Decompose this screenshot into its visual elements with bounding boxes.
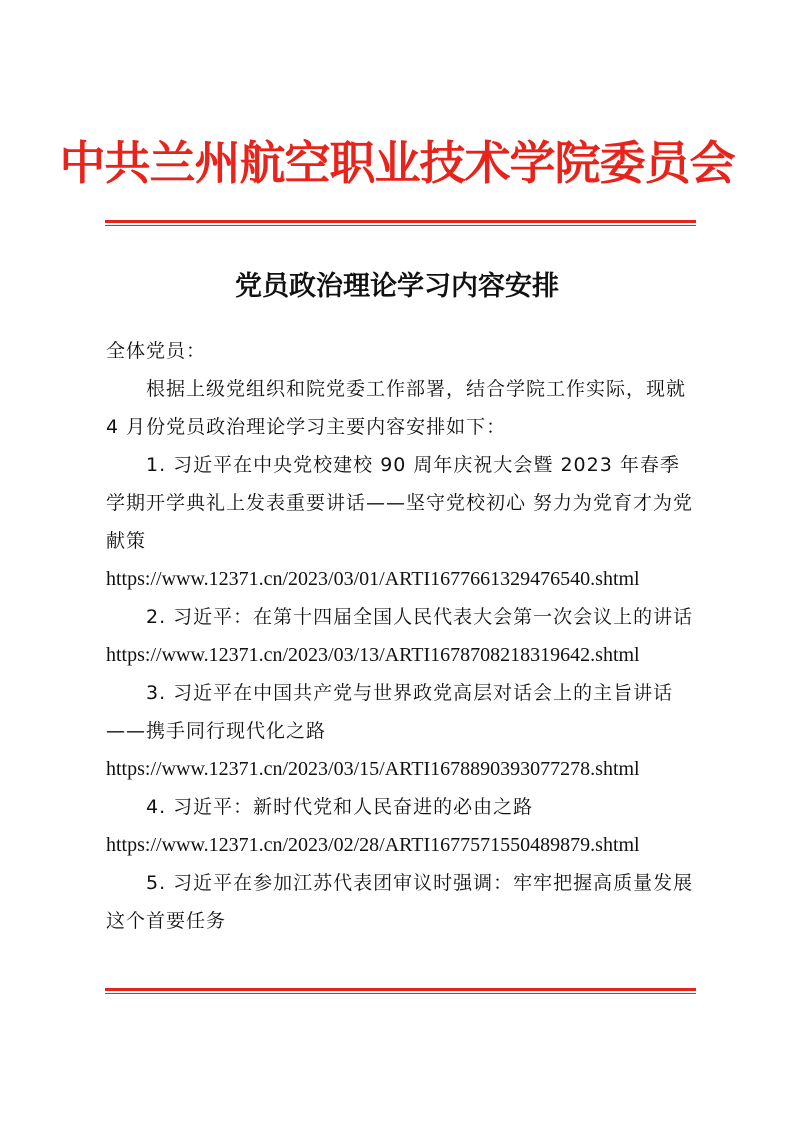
organization-header: 中共兰州航空职业技术学院委员会 [59, 136, 735, 190]
study-item-2-url[interactable]: https://www.12371.cn/2023/03/13/ARTI1678708218319642.shtml [106, 644, 640, 666]
study-item-4-url[interactable]: https://www.12371.cn/2023/02/28/ARTI1677571550489879.shtml [106, 834, 640, 856]
study-item-4: 4. 习近平：新时代党和人民奋进的必由之路 [146, 796, 534, 818]
document-title: 党员政治理论学习内容安排 [235, 271, 559, 302]
study-item-2: 2. 习近平：在第十四届全国人民代表大会第一次会议上的讲话 [146, 606, 694, 628]
header-divider-thick-line [105, 220, 696, 223]
salutation: 全体党员： [106, 340, 207, 362]
header-divider-thin-line [105, 225, 696, 226]
document-body [106, 332, 696, 940]
study-item-3: 3. 习近平在中国共产党与世界政党高层对话会上的主旨讲话——携手同行现代化之路 [106, 682, 674, 742]
study-item-3-url[interactable]: https://www.12371.cn/2023/03/15/ARTI1678890393077278.shtml [106, 758, 640, 780]
study-item-1: 1. 习近平在中央党校建校 90 周年庆祝大会暨 2023 年春季学期开学典礼上发表重要讲话——坚守党校初心 努力为党育才为党献策 [106, 454, 694, 552]
footer-divider-thin-line [105, 993, 696, 994]
intro-paragraph: 根据上级党组织和院党委工作部署，结合学院工作实际，现就 4 月份党员政治理论学习主要内容安排如下： [106, 378, 687, 438]
study-item-5: 5. 习近平在参加江苏代表团审议时强调：牢牢把握高质量发展这个首要任务 [106, 872, 694, 932]
study-item-1-url[interactable]: https://www.12371.cn/2023/03/01/ARTI1677661329476540.shtml [106, 568, 640, 590]
footer-divider-thick-line [105, 988, 696, 991]
